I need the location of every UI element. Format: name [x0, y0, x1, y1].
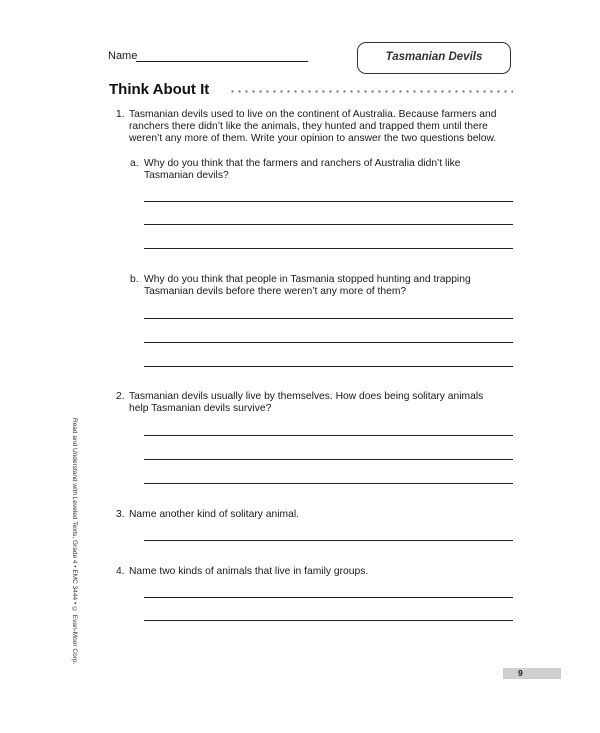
answer-line[interactable] [144, 224, 513, 225]
answer-line[interactable] [144, 620, 513, 621]
text-line: Name another kind of solitary animal. [129, 509, 299, 520]
text-line: Tasmanian devils? [144, 170, 229, 181]
answer-line[interactable] [144, 248, 513, 249]
name-field[interactable] [136, 61, 308, 62]
answer-line[interactable] [144, 597, 513, 598]
worksheet-title: Tasmanian Devils [385, 51, 483, 63]
name-label: Name [108, 50, 138, 62]
text-line: Why do you think that people in Tasmania stopped hunting and trapping [144, 274, 471, 285]
section-heading: Think About It [109, 81, 210, 98]
question-number: 2. [116, 391, 125, 402]
subquestion-b-text [144, 274, 471, 298]
text-line: Why do you think that the farmers and ranchers of Australia didn’t like [144, 158, 461, 169]
question-1-text [129, 109, 496, 145]
question-number: 4. [116, 566, 125, 577]
question-3-text [129, 509, 299, 521]
answer-line[interactable] [144, 540, 513, 541]
subquestion-a-text [144, 158, 461, 182]
dotted-rule [229, 90, 513, 93]
text-line: Name two kinds of animals that live in family groups. [129, 566, 369, 577]
answer-line[interactable] [144, 318, 513, 319]
answer-line[interactable] [144, 366, 513, 367]
page-number-bar [503, 668, 561, 679]
text-line: help Tasmanian devils survive? [129, 403, 272, 414]
question-4-text [129, 566, 368, 578]
answer-line[interactable] [144, 201, 513, 202]
text-line: Tasmanian devils usually live by themselves. How does being solitary animals [129, 391, 484, 402]
text-line: Tasmanian devils used to live on the continent of Australia. Because farmers and [129, 109, 497, 120]
text-line: Tasmanian devils before there weren’t any more of them? [144, 286, 407, 297]
answer-line[interactable] [144, 459, 513, 460]
subquestion-letter: a. [130, 158, 139, 169]
answer-line[interactable] [144, 483, 513, 484]
text-line: ranchers there didn’t like the animals, they hunted and trapped them until there [129, 121, 488, 132]
question-number: 3. [116, 509, 125, 520]
publisher-credit: Read and Understand with Leveled Texts, Grade 4 • EMC 3444 • © Evan-Moor Corp. [71, 418, 78, 665]
question-number: 1. [116, 109, 125, 120]
text-line: weren’t any more of them. Write your opinion to answer the two questions below. [129, 133, 497, 144]
answer-line[interactable] [144, 342, 513, 343]
answer-line[interactable] [144, 435, 513, 436]
subquestion-letter: b. [130, 274, 139, 285]
page-number: 9 [518, 668, 523, 678]
question-2-text [129, 391, 483, 415]
